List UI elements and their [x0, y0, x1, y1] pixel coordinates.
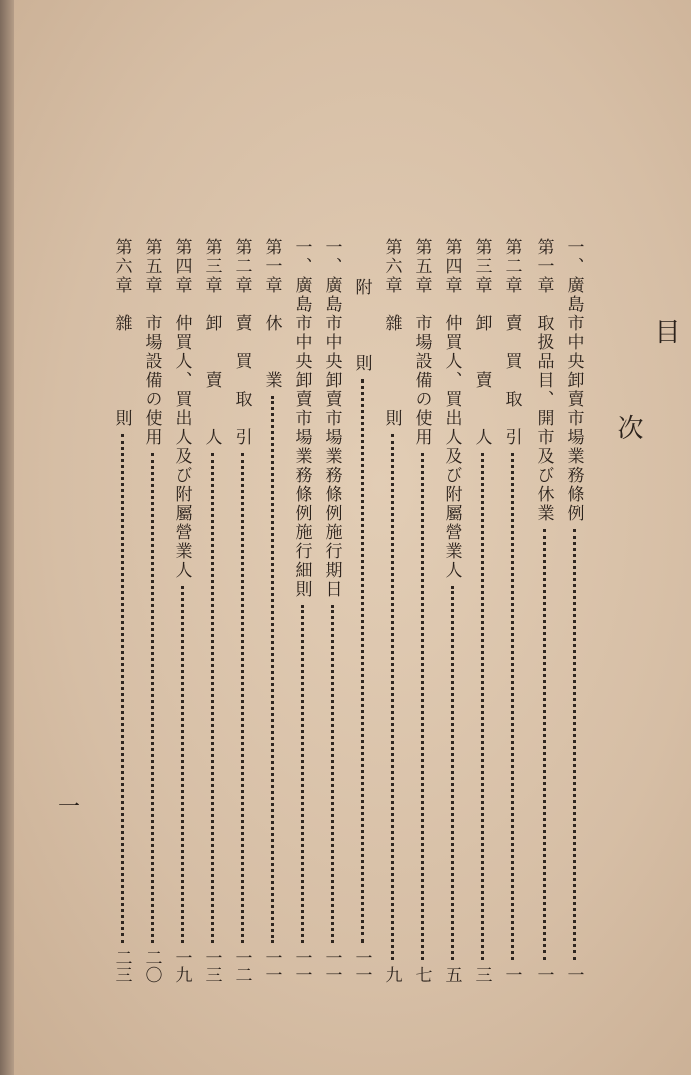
- toc-entry[interactable]: [410, 238, 434, 983]
- dot-leader: [271, 396, 274, 943]
- dot-leader: [391, 434, 394, 960]
- toc-entry-page: 九: [381, 966, 402, 983]
- dot-leader: [211, 453, 214, 943]
- toc-entry[interactable]: [140, 238, 164, 983]
- toc-entry[interactable]: [500, 238, 524, 983]
- toc-entry-page: 一三: [201, 949, 222, 983]
- toc-entry[interactable]: [470, 238, 494, 983]
- toc-entry[interactable]: [230, 238, 254, 983]
- dot-leader: [361, 379, 364, 943]
- toc-entry-page: 一一: [321, 949, 342, 983]
- toc-entry-label: 附 則: [351, 278, 372, 373]
- toc-entry[interactable]: [350, 278, 374, 983]
- dot-leader: [451, 586, 454, 960]
- toc-entry-page: 一二: [231, 949, 252, 983]
- toc-entry-label: 第五章 市場設備の使用: [411, 238, 432, 447]
- toc-entry-page: 一九: [171, 949, 192, 983]
- toc-entry-page: 三: [471, 966, 492, 983]
- toc-entry-label: 第一章 取扱品目、開市及び休業: [533, 238, 554, 523]
- dot-leader: [543, 529, 546, 960]
- page-binding-edge: [0, 0, 14, 1075]
- dot-leader: [481, 453, 484, 960]
- toc-entry-page: 一: [563, 966, 584, 983]
- toc-entry-label: 第四章 仲買人、買出人及び附屬營業人: [171, 238, 192, 580]
- toc-entry-page: 七: [411, 966, 432, 983]
- toc-entry[interactable]: [532, 238, 556, 983]
- dot-leader: [421, 453, 424, 960]
- title-char-2: 次: [613, 414, 643, 441]
- dot-leader: [181, 586, 184, 943]
- toc-entry-page: 一一: [291, 949, 312, 983]
- dot-leader: [331, 605, 334, 943]
- toc-entry-label: 第五章 市場設備の使用: [141, 238, 162, 447]
- toc-entry[interactable]: [320, 238, 344, 983]
- toc-entry-label: 第三章 卸 賣 人: [471, 238, 492, 447]
- toc-entry-label: 第二章 賣 買 取 引: [231, 238, 252, 447]
- toc-entry[interactable]: [200, 238, 224, 983]
- folio-mark: 一: [58, 795, 81, 820]
- toc-entry-label: 第三章 卸 賣 人: [201, 238, 222, 447]
- toc-entry[interactable]: [260, 238, 284, 983]
- toc-entry-page: 五: [441, 966, 462, 983]
- toc-entry-page: 一: [533, 966, 554, 983]
- toc-entry-page: 一一: [261, 949, 282, 983]
- toc-entry-page: 二〇: [141, 949, 162, 983]
- toc-entry-label: 第四章 仲買人、買出人及び附屬營業人: [441, 238, 462, 580]
- toc-entry[interactable]: [440, 238, 464, 983]
- dot-leader: [511, 453, 514, 960]
- dot-leader: [151, 453, 154, 943]
- toc-entry-label: 第一章 休 業: [261, 238, 282, 390]
- dot-leader: [241, 453, 244, 943]
- toc-entry-page: 二三: [111, 949, 132, 983]
- toc-entry[interactable]: [290, 238, 314, 983]
- dot-leader: [573, 529, 576, 960]
- toc-entry-label: 一、廣島市中央卸賣市場業務條例施行期日: [321, 238, 342, 599]
- title-char-1: 目: [650, 318, 680, 345]
- toc-entry-label: 一、廣島市中央卸賣市場業務條例施行細則: [291, 238, 312, 599]
- toc-entry[interactable]: [562, 238, 586, 983]
- toc-entry[interactable]: [380, 238, 404, 983]
- toc-entry-page: 一一: [351, 949, 372, 983]
- toc-entry[interactable]: [170, 238, 194, 983]
- toc-entry-label: 第六章 雜 則: [111, 238, 132, 428]
- toc-entry-label: 第六章 雜 則: [381, 238, 402, 428]
- toc-entry[interactable]: [110, 238, 134, 983]
- toc-entry-label: 第二章 賣 買 取 引: [501, 238, 522, 447]
- dot-leader: [121, 434, 124, 943]
- toc-entry-page: 一: [501, 966, 522, 983]
- toc-entry-label: 一、廣島市中央卸賣市場業務條例: [563, 238, 584, 523]
- dot-leader: [301, 605, 304, 943]
- page-title: [610, 318, 684, 441]
